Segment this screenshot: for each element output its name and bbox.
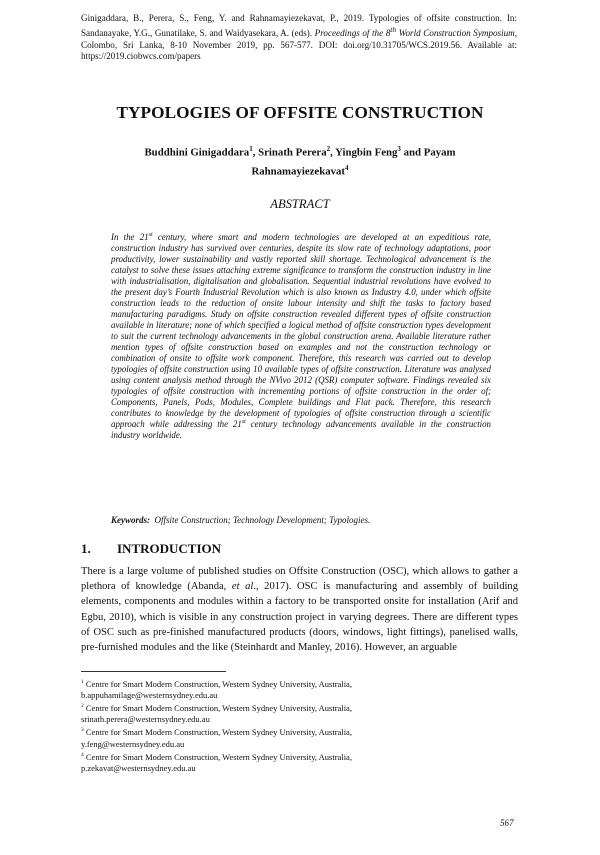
author-affiliation-mark: 2: [326, 145, 331, 153]
author-name: Buddhini Ginigaddara: [144, 146, 250, 159]
abstract-body: [111, 232, 491, 441]
footnote-email: b.appuhamilage@westernsydney.edu.au: [81, 690, 218, 701]
footnote-email: srinath.perera@westernsydney.edu.au: [81, 714, 210, 725]
author-conjunction: and: [400, 146, 424, 159]
intro-paragraph: [81, 564, 518, 655]
author-name: Yingbin Feng: [335, 146, 398, 159]
footnote-number: 4: [81, 751, 84, 758]
author-affiliation-mark: 1: [249, 145, 253, 153]
author-affiliation-mark: 4: [345, 164, 349, 173]
abstract-heading: ABSTRACT: [270, 197, 330, 211]
footnote-number: 3: [81, 727, 84, 734]
abstract-superscript: st: [241, 418, 246, 425]
author-name: Srinath Perera: [258, 146, 327, 159]
footnotes: [81, 677, 518, 774]
citation-ordinal: th: [390, 25, 397, 35]
author-separator: ,: [252, 146, 259, 159]
keywords: [111, 515, 491, 525]
abstract-text: century technology advancements available in the construction industry worldwide.: [111, 418, 491, 440]
footnote-number: 1: [81, 679, 84, 685]
author-last-name: Rahnamayiezekavat: [251, 165, 346, 178]
footnote-item: [81, 701, 518, 725]
footnote-affiliation: Centre for Smart Modern Construction, Western Sydney University, Australia,: [85, 678, 352, 689]
footnote-affiliation: Centre for Smart Modern Construction, Western Sydney University, Australia,: [85, 703, 352, 714]
body-text: ., 2017). OSC is manufacturing and assembly of building elements, components and modules within a factory to be transported onsite for installation (Arif and Egbu, 2010), which is visible in any construction project in varying degrees. There are different types of OSC such as pre-finished manufactured products (doors, windows, light fittings), panelised walls, pre-furnished modules and the like (Steinhardt and Manley, 2016). However, an arguable: [81, 581, 518, 654]
body-italic: et al: [231, 581, 254, 593]
author-affiliation-mark: 3: [397, 145, 401, 153]
footnote-affiliation: Centre for Smart Modern Construction, Western Sydney University, Australia,: [85, 751, 352, 762]
footnote-item: [81, 750, 518, 774]
section-title: INTRODUCTION: [117, 541, 222, 556]
footnote-item: [81, 725, 518, 749]
citation-details: , Colombo, Sri Lanka, 8-10 November 2019, pp. 567-577. DOI: doi.org/10.31705/WCS.2019.56. Available at: https://2019.ciobwcs.com/papers: [81, 28, 518, 61]
author-separator: ,: [330, 146, 336, 159]
abstract-text: century, where smart and modern technologies are developed at an expeditious rate, construction industry has survived over centuries, despite its slow rate of technology adaptations, poor productivity, lower sustainability and vastly reported skill shortage. Technological advancement is the catalyst to solve these issues attaching extreme significance to transform the construction industry in line with industrialisation, digitalisation and globalisation. Sequential industrial revolutions have evolved to the present day’s Fourth Industrial Revolution which is also known as Industry 4.0, under which offsite construction leads to the reduction of onsite labour intensity and shift the tasks to factory based manufacturing paradigms. Study on offsite construction revealed different types of offsite construction available in literature; none of which specified a logical method of offsite construction types development to suit the current technology advancements in the global construction arena. Available literature rather mention types of offsite construction based on examples and not the construction technology or combination of onsite to offsite work component. Therefore, this research was carried out to develop typologies of offsite construction using 10 available types of offsite construction. Literature was analysed using content analysis method through the NVivo 2012 (QSR) computer software. Findings revealed six typologies of offsite construction with incrementing portions of offsite construction in the order of; Components, Panels, Pods, Modules, Complete buildings and Flat pack. Therefore, this research contributes to knowledge by the development of typologies of offsite construction through a scientific approach while addressing the 21: [111, 232, 491, 429]
footnote-email: p.zekavat@westernsydney.edu.au: [81, 762, 196, 773]
keywords-text: Offsite Construction; Technology Development; Typologies.: [154, 515, 371, 525]
body-text: There is a large volume of published studies on Offsite Construction (OSC), which allows to gather a plethora of knowledge (Abanda,: [81, 566, 518, 593]
citation-conference: World Construction Symposium: [398, 28, 515, 39]
paper-title: TYPOLOGIES OF OFFSITE CONSTRUCTION: [116, 103, 484, 122]
abstract-text: In the 21: [111, 232, 149, 242]
page-number: 567: [500, 818, 514, 828]
section-number: 1.: [81, 541, 91, 556]
footnote-number: 2: [81, 703, 84, 710]
section-heading: [81, 541, 221, 557]
author-first-name: Payam: [423, 146, 456, 159]
citation-proceedings: Proceedings of the 8: [314, 28, 391, 39]
footnote-affiliation: Centre for Smart Modern Construction, Western Sydney University, Australia,: [85, 727, 352, 738]
footnote-divider: [81, 671, 226, 672]
abstract-superscript: st: [148, 232, 153, 239]
footnote-email: y.feng@westernsydney.edu.au: [81, 738, 185, 749]
citation-editors: In: Sandanayake, Y.G., Gunatilake, S. and Waidyasekara, A. (eds).: [81, 13, 517, 39]
keywords-label: Keywords:: [111, 515, 150, 525]
citation-header: [81, 13, 517, 62]
citation-line-1: Ginigaddara, B., Perera, S., Feng, Y. and Rahnamayiezekavat, P., 2019. Typologies of offsite construction.: [81, 13, 502, 23]
author-list: [110, 142, 490, 180]
footnote-item: [81, 677, 518, 701]
